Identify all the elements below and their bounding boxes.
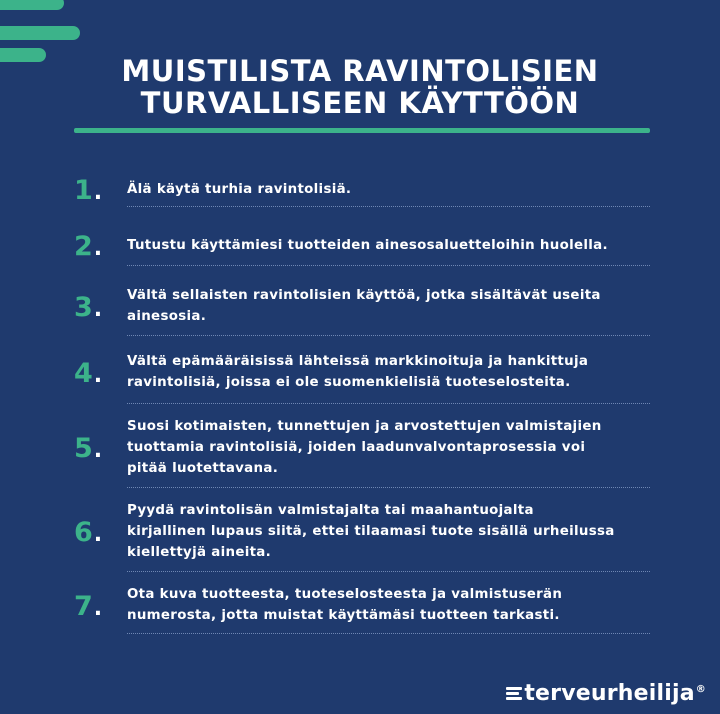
item-separator [127,265,650,266]
item-text: Ota kuva tuotteesta, tuoteselosteesta ja valmistuserän numerosta, jotta muistat käyttämäsi tuotteen tarkasti. [127,587,563,623]
brand-logo [506,681,706,706]
item-text: Vältä epämääräisissä lähteissä markkinoituja ja hankittuja ravintolisiä, joissa ei ole suomenkielisiä tuoteselosteita. [127,354,589,390]
decor-stripe [0,0,64,10]
decor-stripe [0,26,80,40]
item-separator [127,335,650,336]
page-title [0,55,720,119]
item-number: 4. [74,358,103,389]
item-separator [127,206,650,207]
item-separator [127,487,650,488]
logo-text: terveurheilija [524,681,695,706]
registered-mark: ® [695,683,706,695]
item-number: 6. [74,517,103,548]
item-number: 5. [74,433,103,464]
logo-lines-icon [506,687,522,701]
item-text: Suosi kotimaisten, tunnettujen ja arvostettujen valmistajien tuottamia ravintolisiä, joiden laadunvalvontaprosessia voi pitää luotettavana. [127,419,602,476]
title-divider [74,128,650,133]
title-line: MUISTILISTA RAVINTOLISIEN [121,54,599,88]
item-text: Vältä sellaisten ravintolisien käyttöä, jotka sisältävät useita ainesosia. [127,288,601,324]
title-line: TURVALLISEEN KÄYTTÖÖN [140,86,580,120]
item-number: 2. [74,231,103,262]
item-number: 7. [74,591,103,622]
item-text: Tutustu käyttämiesi tuotteiden ainesosaluetteloihin huolella. [127,238,608,253]
item-number: 1. [74,175,103,206]
item-text: Älä käytä turhia ravintolisiä. [127,182,352,197]
item-separator [127,633,650,634]
item-separator [127,571,650,572]
item-separator [127,403,650,404]
item-text: Pyydä ravintolisän valmistajalta tai maahantuojalta kirjallinen lupaus siitä, ettei tilaamasi tuote sisällä urheilussa kiellettyjä aineita. [127,503,615,560]
item-number: 3. [74,292,103,323]
